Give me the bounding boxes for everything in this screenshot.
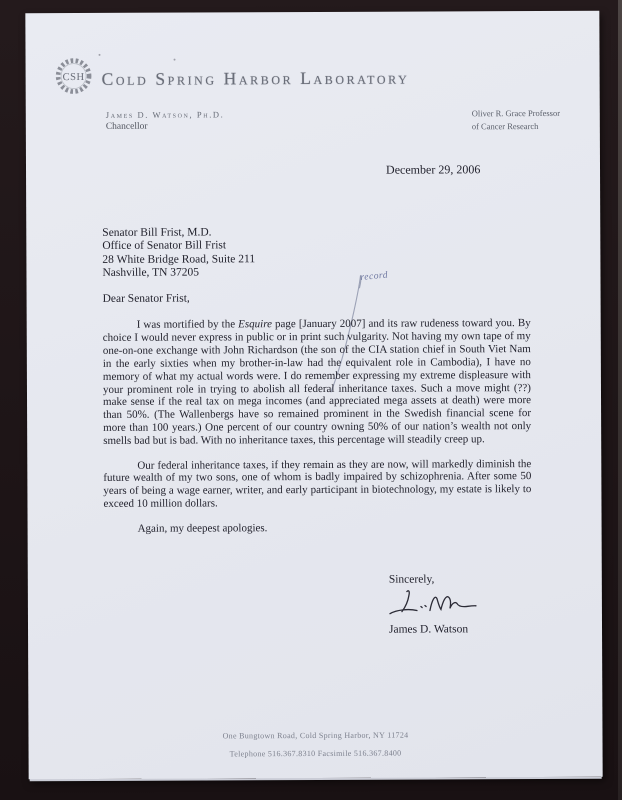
- p1-text-before: I was mortified by the: [136, 318, 239, 331]
- letterhead-author-name: James D. Watson, Ph.D.: [105, 109, 225, 120]
- recipient-address-block: [102, 226, 255, 280]
- signed-name: James D. Watson: [388, 623, 469, 636]
- letter-paper: [25, 11, 602, 779]
- handwritten-annotation: record: [360, 270, 389, 283]
- letterhead-author-title: Chancellor: [105, 121, 148, 132]
- letterhead-professorship: [472, 107, 560, 133]
- recipient-line: Nashville, TN 37205: [102, 266, 200, 280]
- p1-italic-title: Esquire: [238, 318, 272, 331]
- footer-phone: Telephone 516.367.8310 Facsimile 516.367.8400: [229, 748, 402, 759]
- letter-body: [103, 317, 532, 535]
- p1-text-after: page [January 2007] and its raw rudeness toward you. By choice I would never express in public or in print such vulgarity. Not having my own tape of my one-on-one exchange with John Richardson (the son of the CIA station chief in South Viet Nam in the early sixties when my brother-in-law had the equivalent role in Cambodia), I have no memory of what my actual words were. I do remember expressing my extreme displeasure with your prominent role in trying to abolish all federal inheritance taxes. Such a move might (??) make sense if the real tax on mega incomes (and appreciated mega assets at death) were more than 50%. (The Wallenbergs have so remained prominent in the Swedish financial scene for more than 100 years.) One percent of our country owning 50% of our nation’s wealth not only smells bad but is bad. With no inheritance taxes, this percentage will steadily creep up.: [102, 317, 532, 448]
- footer-address: One Bungtown Road, Cold Spring Harbor, NY 11724: [222, 730, 409, 741]
- recipient-line: Office of Senator Bill Frist: [102, 239, 227, 253]
- body-paragraph-2: Our federal inheritance taxes, if they remain as they are now, will markedly diminish the future wealth of my two sons, one of whom is badly impaired by schizophrenia. After some 50 years of being a wage earner, writer, and early participant in biotechnology, my estate is likely to exceed 10 million dollars.: [103, 457, 532, 511]
- body-paragraph-1: [103, 317, 532, 448]
- csh-logo-text: CSH: [62, 71, 85, 84]
- dust-speck: [99, 54, 101, 56]
- signature: [378, 585, 478, 626]
- body-paragraph-3: Again, my deepest apologies.: [137, 521, 268, 535]
- csh-logo-icon: [55, 57, 93, 95]
- dust-speck: [174, 59, 176, 61]
- salutation: Dear Senator Frist,: [102, 292, 190, 305]
- letter-date: December 29, 2006: [385, 162, 481, 177]
- organization-name: Cold Spring Harbor Laboratory: [101, 67, 410, 89]
- professorship-line-2: of Cancer Research: [471, 121, 539, 132]
- photo-edge-strip: [618, 0, 622, 800]
- closing-sincerely: Sincerely,: [388, 573, 435, 586]
- professorship-line-1: Oliver R. Grace Professor: [471, 107, 561, 119]
- recipient-line: 28 White Bridge Road, Suite 211: [102, 253, 256, 266]
- recipient-line: Senator Bill Frist, M.D.: [102, 226, 212, 239]
- letter-footer: [28, 726, 602, 765]
